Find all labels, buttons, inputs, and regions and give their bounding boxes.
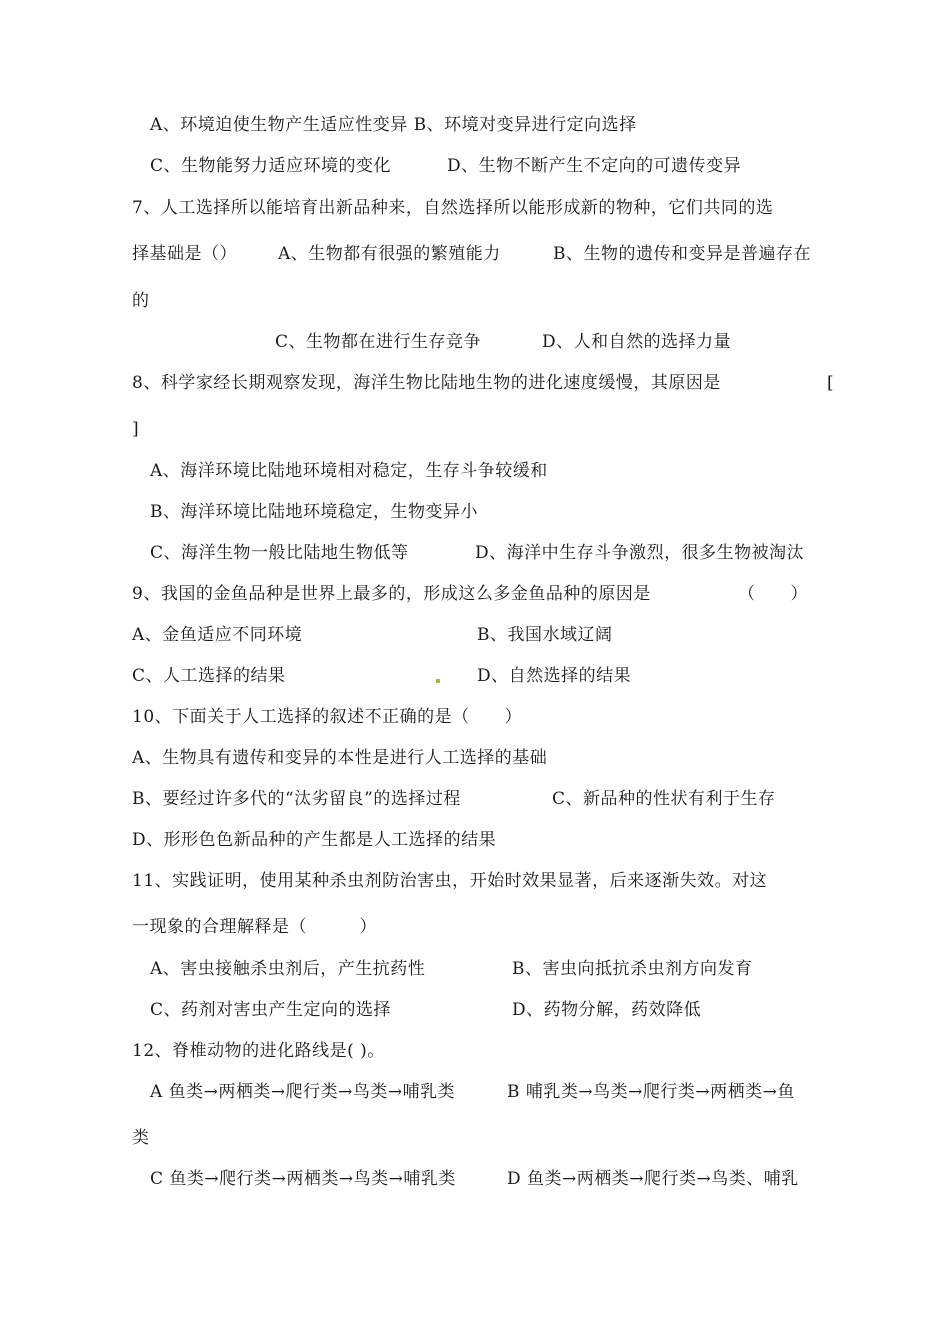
q7-stem-line-3: 的 [132, 291, 150, 311]
q12-option-b-continued: 类 [132, 1128, 150, 1148]
q7-stem-line-1: 7、人工选择所以能培育出新品种来，自然选择所以能形成新的物种，它们共同的选 [132, 198, 774, 218]
q8-option-c: C、海洋生物一般比陆地生物低等 [150, 543, 409, 563]
q9-stem: 9、我国的金鱼品种是世界上最多的，形成这么多金鱼品种的原因是 [132, 584, 651, 604]
q9-option-b: B、我国水域辽阔 [477, 625, 613, 645]
q10-option-b: B、要经过许多代的“汰劣留良”的选择过程 [132, 789, 461, 809]
q10-option-d: D、形形色色新品种的产生都是人工选择的结果 [132, 830, 497, 850]
q8-option-d: D、海洋中生存斗争激烈，很多生物被淘汰 [475, 543, 805, 563]
q7-option-b: B、生物的遗传和变异是普遍存在 [553, 244, 811, 264]
q11-option-c: C、药剂对害虫产生定向的选择 [150, 1000, 392, 1020]
q9-answer-paren: （ ） [738, 584, 808, 604]
q8-stem: 8、科学家经长期观察发现，海洋生物比陆地生物的进化速度缓慢，其原因是 [132, 373, 721, 393]
q10-option-c: C、新品种的性状有利于生存 [552, 789, 776, 809]
q12-option-a: A 鱼类→两栖类→爬行类→鸟类→哺乳类 [150, 1082, 456, 1102]
q10-option-a: A、生物具有遗传和变异的本性是进行人工选择的基础 [132, 748, 548, 768]
q8-bracket-open: [ [827, 373, 835, 393]
q12-option-d: D 鱼类→两栖类→爬行类→鸟类、哺乳 [507, 1169, 799, 1189]
q11-stem-line-2: 一现象的合理解释是（ ） [132, 917, 377, 937]
q6-option-c: C、生物能努力适应环境的变化 [150, 156, 392, 176]
q7-option-c: C、生物都在进行生存竞争 [275, 332, 482, 352]
q9-option-a: A、金鱼适应不同环境 [132, 625, 303, 645]
q11-option-b: B、害虫向抵抗杀虫剂方向发育 [512, 959, 753, 979]
q11-option-a: A、害虫接触杀虫剂后，产生抗药性 [150, 959, 426, 979]
q7-option-d: D、人和自然的选择力量 [542, 332, 732, 352]
q8-bracket-close: ] [132, 419, 140, 439]
q11-option-d: D、药物分解，药效降低 [512, 1000, 702, 1020]
q6-option-d: D、生物不断产生不定向的可遗传变异 [447, 156, 742, 176]
q8-option-a: A、海洋环境比陆地环境相对稳定，生存斗争较缓和 [150, 461, 548, 481]
q9-option-c: C、人工选择的结果 [132, 666, 286, 686]
q10-stem: 10、下面关于人工选择的叙述不正确的是（ ） [132, 707, 523, 727]
q7-option-a: A、生物都有很强的繁殖能力 [278, 244, 501, 264]
q7-stem-line-2: 择基础是（） [132, 244, 237, 264]
q12-option-c: C 鱼类→爬行类→两栖类→鸟类→哺乳类 [150, 1169, 456, 1189]
q8-option-b: B、海洋环境比陆地环境稳定，生物变异小 [150, 502, 478, 522]
q11-stem-line-1: 11、实践证明，使用某种杀虫剂防治害虫，开始时效果显著，后来逐渐失效。对这 [132, 871, 768, 891]
q6-options-ab: A、环境迫使生物产生适应性变异 B、环境对变异进行定向选择 [150, 115, 637, 135]
stray-green-dot [436, 679, 440, 683]
q12-stem: 12、脊椎动物的进化路线是( )。 [132, 1041, 385, 1061]
q12-option-b: B 哺乳类→鸟类→爬行类→两栖类→鱼 [507, 1082, 795, 1102]
q9-option-d: D、自然选择的结果 [477, 666, 632, 686]
